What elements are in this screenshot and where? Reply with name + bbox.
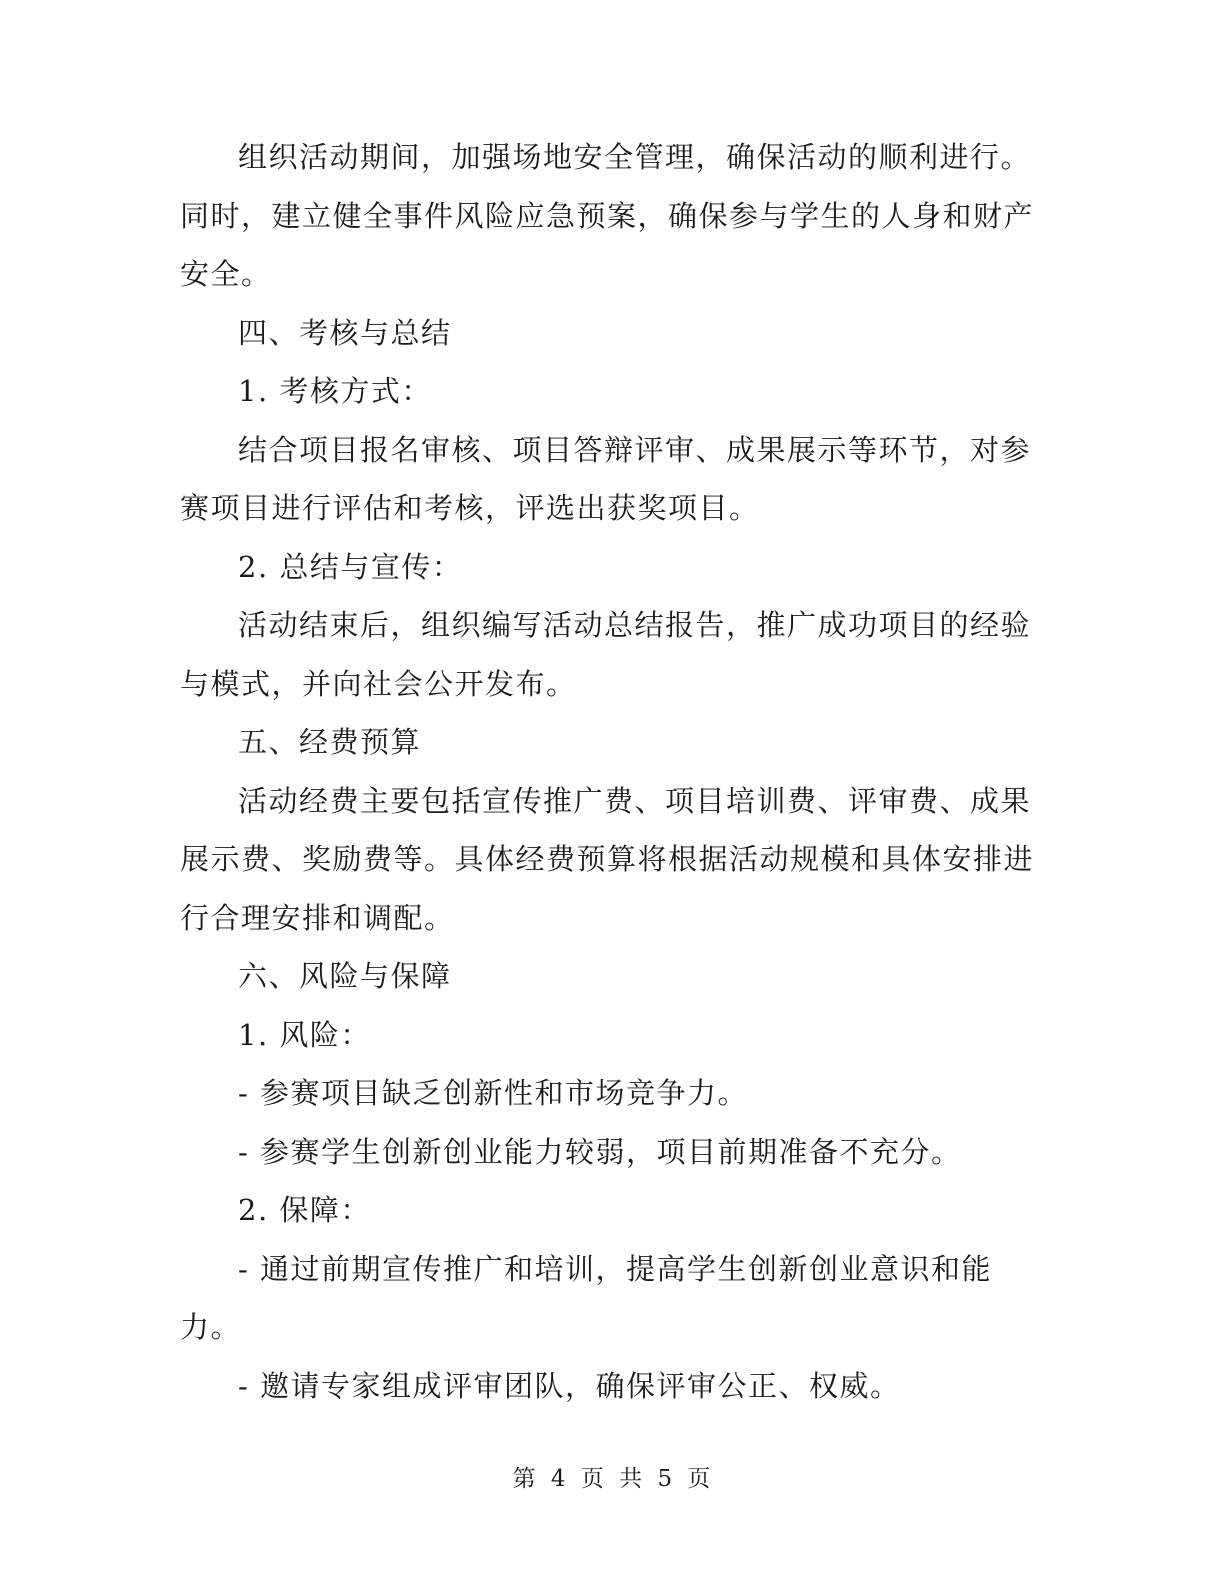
- list-item: - 参赛学生创新创业能力较弱，项目前期准备不充分。: [238, 1134, 962, 1169]
- section-heading: 四、考核与总结: [238, 315, 452, 350]
- list-item: - 参赛项目缺乏创新性和市场竞争力。: [238, 1076, 749, 1110]
- list-item: - 通过前期宣传推广和培训，提高学生创新创业意识和能: [238, 1251, 993, 1286]
- list-item: - 邀请专家组成评审团队，确保评审公正、权威。: [238, 1368, 901, 1403]
- paragraph-line: 同时，建立健全事件风险应急预案，确保参与学生的人身和财产: [180, 198, 1035, 233]
- document-body: [180, 128, 1035, 1415]
- paragraph-line: 与模式，并向社会公开发布。: [180, 666, 577, 701]
- paragraph-line: 展示费、奖励费等。具体经费预算将根据活动规模和具体安排进: [180, 842, 1035, 876]
- paragraph-line: 安全。: [180, 257, 272, 291]
- paragraph-line: 活动结束后，组织编写活动总结报告，推广成功项目的经验: [238, 608, 1032, 642]
- subsection-heading: 1. 考核方式：: [238, 374, 432, 408]
- paragraph-line: 活动经费主要包括宣传推广费、项目培训费、评审费、成果: [238, 783, 1032, 818]
- paragraph-line: 结合项目报名审核、项目答辩评审、成果展示等环节，对参: [238, 432, 1032, 467]
- subsection-heading: 2. 保障：: [238, 1193, 371, 1227]
- section-heading: 五、经费预算: [238, 725, 422, 759]
- paragraph-line: 赛项目进行评估和考核，评选出获奖项目。: [180, 491, 760, 525]
- subsection-heading: 2. 总结与宣传：: [238, 549, 463, 584]
- paragraph-line: 组织活动期间，加强场地安全管理，确保活动的顺利进行。: [238, 140, 1032, 174]
- list-item-continuation: 力。: [180, 1310, 242, 1344]
- subsection-heading: 1. 风险：: [238, 1017, 371, 1052]
- section-heading: 六、风险与保障: [238, 959, 452, 993]
- paragraph-line: 行合理安排和调配。: [180, 900, 455, 935]
- page-number-footer: 第 4 页 共 5 页: [512, 1466, 712, 1492]
